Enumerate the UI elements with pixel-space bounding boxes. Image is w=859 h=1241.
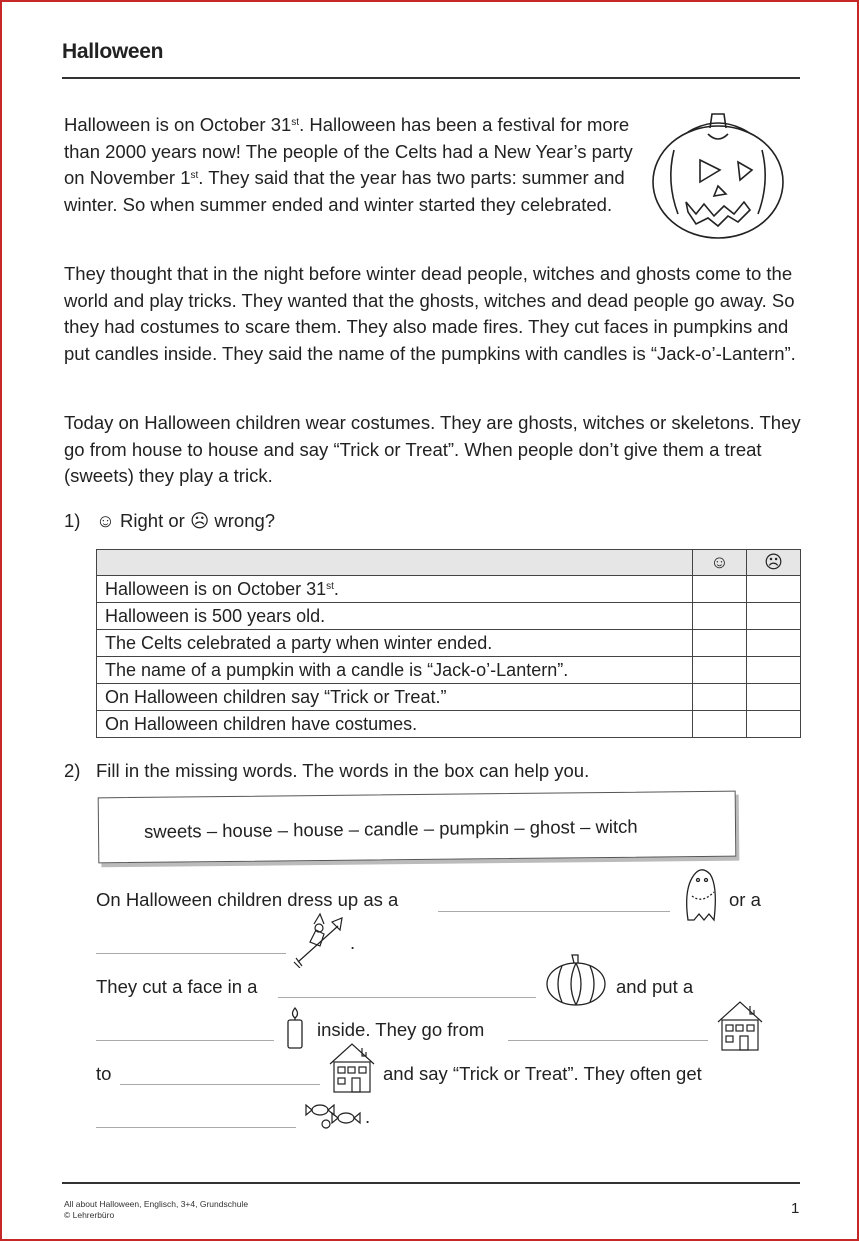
house-icon	[714, 998, 766, 1054]
word-box	[98, 791, 737, 864]
table-row	[97, 684, 801, 711]
statement-cell: Halloween is on October 31st.	[97, 576, 693, 603]
sweets-icon	[302, 1096, 366, 1132]
witch-icon	[292, 912, 348, 968]
wrong-checkbox-cell[interactable]	[747, 711, 801, 738]
blank-pumpkin[interactable]	[278, 997, 536, 998]
word-box-text: sweets – house – house – candle – pumpkin – ghost – witch	[143, 815, 638, 842]
table-row	[97, 576, 801, 603]
candle-icon	[282, 1006, 308, 1052]
table-row	[97, 630, 801, 657]
right-checkbox-cell[interactable]	[693, 576, 747, 603]
jack-o-lantern-icon	[648, 110, 788, 242]
table-header-row	[97, 550, 801, 576]
cloze-line6-period: .	[365, 1106, 371, 1127]
blank-candle[interactable]	[96, 1040, 274, 1041]
header-smile-icon: ☺	[693, 550, 747, 576]
blank-ghost[interactable]	[438, 911, 670, 912]
right-checkbox-cell[interactable]	[693, 630, 747, 657]
right-checkbox-cell[interactable]	[693, 603, 747, 630]
right-checkbox-cell[interactable]	[693, 711, 747, 738]
wrong-checkbox-cell[interactable]	[747, 576, 801, 603]
cloze-line5-text: to	[96, 1063, 112, 1084]
statement-cell: On Halloween children say “Trick or Treat.”	[97, 684, 693, 711]
header-frown-icon: ☹	[747, 550, 801, 576]
task2-number: 2)	[64, 760, 81, 781]
house-icon	[326, 1040, 378, 1096]
history-paragraph: They thought that in the night before winter dead people, witches and ghosts come to the world and play tricks. They wanted that the ghosts, witches and dead people go away. So they had costumes to scare them. They also made fires. They cut faces in pumpkins and put candles inside. They said the name of the pumpkins with candles is “Jack-o’-Lantern”.	[64, 263, 796, 364]
cloze-line2-period: .	[350, 932, 356, 953]
table-row	[97, 657, 801, 684]
cloze-line3-text: They cut a face in a	[96, 976, 258, 997]
footer-copyright: © Lehrerbüro	[64, 1210, 115, 1220]
blank-witch[interactable]	[96, 953, 286, 954]
cloze-line4-text: inside. They go from	[317, 1019, 485, 1040]
statement-cell: Halloween is 500 years old.	[97, 603, 693, 630]
task2-instruction: Fill in the missing words. The words in the box can help you.	[96, 760, 590, 781]
statement-cell: The name of a pumpkin with a candle is “Jack-o’-Lantern”.	[97, 657, 693, 684]
task1-number: 1)	[64, 510, 81, 531]
statement-cell: On Halloween children have costumes.	[97, 711, 693, 738]
blank-house-1[interactable]	[508, 1040, 708, 1041]
page-number: 1	[791, 1200, 800, 1217]
right-wrong-table	[96, 549, 801, 738]
blank-sweets[interactable]	[96, 1127, 296, 1128]
header-blank-cell	[97, 550, 693, 576]
statement-cell: The Celts celebrated a party when winter ended.	[97, 630, 693, 657]
title-divider	[62, 77, 800, 79]
cloze-line1-text: On Halloween children dress up as a	[96, 889, 399, 910]
wrong-checkbox-cell[interactable]	[747, 603, 801, 630]
table-row	[97, 603, 801, 630]
footer-source: All about Halloween, Englisch, 3+4, Grundschule	[64, 1199, 249, 1209]
page-title: Halloween	[62, 40, 164, 63]
intro-paragraph: Halloween is on October 31st. Halloween has been a festival for more than 2000 years now! The people of the Celts had a New Year’s party on November 1st. They said that the year has two parts: summer and winter. So when summer ended and winter started they celebrated.	[64, 114, 633, 215]
ghost-icon	[678, 862, 724, 926]
task1-heading: ☺ Right or ☹ wrong?	[96, 510, 276, 531]
right-checkbox-cell[interactable]	[693, 657, 747, 684]
pumpkin-icon	[544, 952, 608, 1008]
smile-icon: ☺	[96, 510, 115, 531]
cloze-line5-tail: and say “Trick or Treat”. They often get	[383, 1063, 702, 1084]
wrong-checkbox-cell[interactable]	[747, 630, 801, 657]
footer-divider	[62, 1182, 800, 1184]
wrong-checkbox-cell[interactable]	[747, 684, 801, 711]
cloze-line3-tail: and put a	[616, 976, 694, 997]
today-paragraph: Today on Halloween children wear costumes. They are ghosts, witches or skeletons. They go from house to house and say “Trick or Treat”. When people don’t give them a treat (sweets) they play a trick.	[64, 412, 801, 486]
blank-house-2[interactable]	[120, 1084, 320, 1085]
table-row	[97, 711, 801, 738]
wrong-checkbox-cell[interactable]	[747, 657, 801, 684]
right-checkbox-cell[interactable]	[693, 684, 747, 711]
cloze-line1-tail: or a	[729, 889, 761, 910]
frown-icon: ☹	[189, 510, 210, 531]
